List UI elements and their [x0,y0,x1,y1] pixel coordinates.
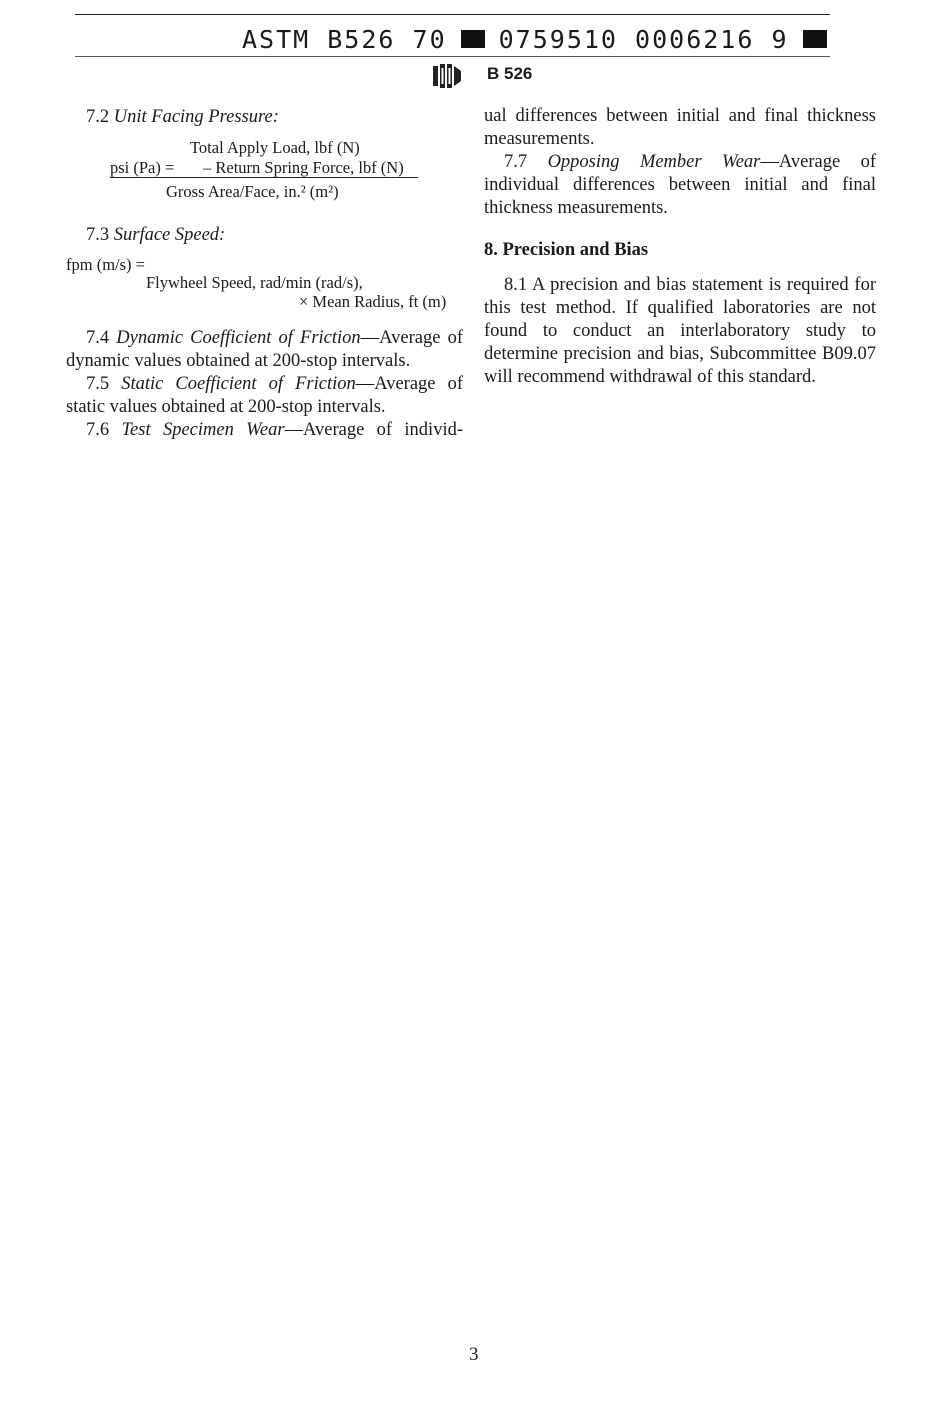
right-column [484,105,876,389]
section-7-6-continued: ual differences between initial and final thickness measurements. [484,106,876,149]
pressure-formula [66,136,463,218]
section-8-1: 8.1 A precision and bias statement is required for this test method. If qualified laboratories are not found to conduct an interlaboratory study to determine precision and bias, Subcommittee B09.07 will recommend withdrawal of this standard. [484,275,876,387]
document-code [242,24,827,54]
block-mark-icon [803,30,827,48]
block-mark-icon [461,30,485,48]
speed-formula-line2: × Mean Radius, ft (m) [299,292,447,311]
document-code-part-1: ASTM B526 70 [242,24,447,54]
formula-numerator-line2: – Return Spring Force, lbf (N) [203,158,404,177]
header-bottom-rule [75,56,830,57]
document-code-part-2: 0759510 0006216 9 [498,24,789,54]
page-number: 3 [469,1344,479,1365]
section-7-3: 7.3 Surface Speed: [86,225,226,245]
section-7-6: 7.6 Test Specimen Wear—Average of individ- [86,420,463,440]
formula-numerator-line1: Total Apply Load, lbf (N) [190,138,360,157]
astm-logo-icon [432,63,462,89]
header-top-rule [75,14,830,15]
section-7-5: 7.5 Static Coefficient of Friction—Average of static values obtained at 200-stop intervals. [66,374,463,417]
section-7-7: 7.7 Opposing Member Wear—Average of individual differences between initial and final thickness measurements. [484,152,877,218]
section-7-4: 7.4 Dynamic Coefficient of Friction—Average of dynamic values obtained at 200-stop intervals. [66,328,463,371]
left-column [66,106,463,442]
speed-formula-line1: Flywheel Speed, rad/min (rad/s), [146,273,363,292]
section-8-heading: 8. Precision and Bias [484,240,649,260]
section-7-2: 7.2 Unit Facing Pressure: [86,107,279,127]
speed-formula-lhs: fpm (m/s) = [66,255,145,274]
designation: B 526 [487,64,533,83]
fraction-bar [110,177,418,178]
speed-formula [66,253,463,321]
formula-denominator: Gross Area/Face, in.² (m²) [166,182,339,201]
formula-lhs: psi (Pa) = [110,158,175,177]
